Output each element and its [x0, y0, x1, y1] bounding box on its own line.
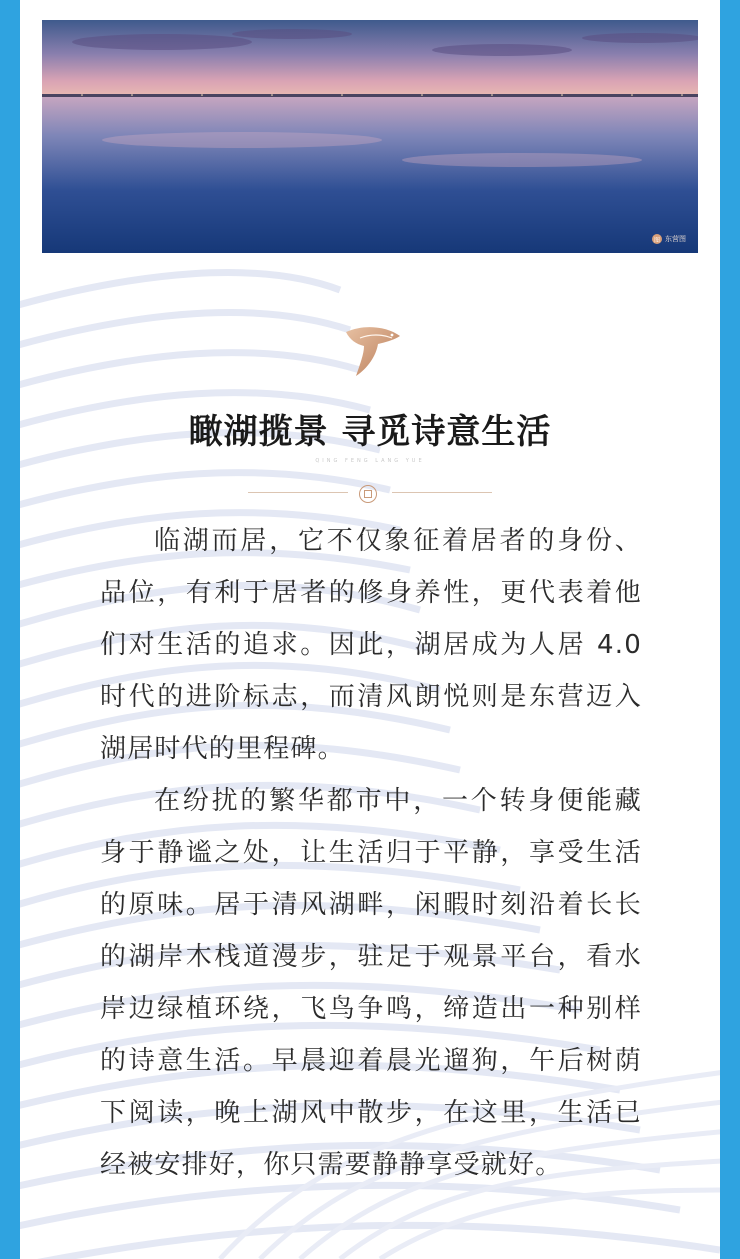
- leaping-fish-icon: [342, 322, 404, 378]
- left-frame-border: [0, 0, 20, 1259]
- article-card: [20, 0, 720, 1259]
- divider-line-right: [392, 492, 492, 493]
- article-body: [100, 515, 642, 1191]
- photo-watermark: [652, 234, 686, 244]
- lake-sunset-photo: [42, 20, 698, 253]
- paragraph-1: 临湖而居，它不仅象征着居者的身份、品位，有利于居者的修身养性，更代表着他们对生活的追求。因此，湖居成为人居 4.0 时代的进阶标志，而清风朗悦则是东营迈入湖居时代的里程碑。: [100, 526, 642, 764]
- lake-scene-image: [42, 20, 698, 253]
- seal-inner-mark: [364, 490, 372, 498]
- article-subtitle: QING FENG LANG YUE: [315, 458, 425, 464]
- divider-line-left: [248, 492, 348, 493]
- watermark-logo-icon: 图: [652, 234, 662, 244]
- right-frame-border: [720, 0, 740, 1259]
- article-title: 瞰湖揽景 寻觅诗意生活: [188, 412, 552, 452]
- paragraph-2: 在纷扰的繁华都市中，一个转身便能藏身于静谧之处，让生活归于平静，享受生活的原味。居于清风湖畔，闲暇时刻沿着长长的湖岸木栈道漫步，驻足于观景平台，看水岸边绿植环绕，飞鸟争鸣，缔造出一种别样的诗意生活。早晨迎着晨光遛狗，午后树荫下阅读，晚上湖风中散步，在这里，生活已经被安排好，你只需要静静享受就好。: [100, 786, 642, 1180]
- seal-emblem-icon: [359, 485, 377, 503]
- watermark-label: 东营图: [665, 235, 686, 243]
- title-divider: [248, 486, 492, 500]
